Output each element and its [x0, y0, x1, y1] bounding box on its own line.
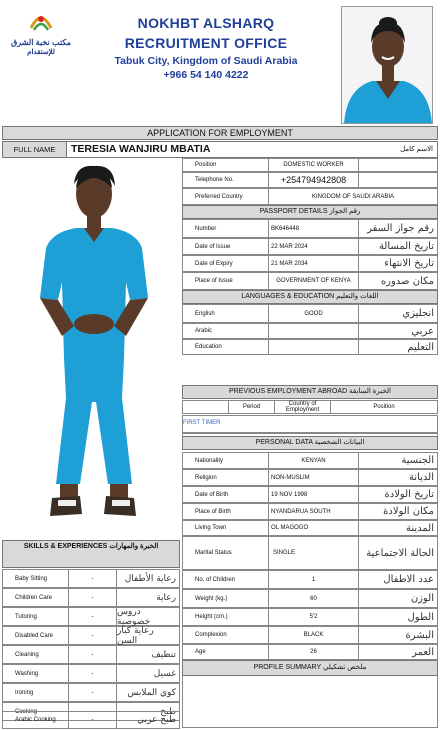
living-town-label: Living Town	[183, 521, 269, 535]
languages-title-arabic: اللغات والتعليم	[336, 293, 379, 300]
religion-arabic: الديانة	[408, 472, 434, 483]
skill-value: -	[69, 627, 117, 644]
place-of-issue-arabic: مكان صدوره	[380, 275, 434, 287]
profile-summary-box	[182, 676, 438, 728]
children-arabic: عدد الاطفال	[383, 574, 434, 585]
complexion-label: Complexion	[183, 627, 269, 643]
employment-section-header	[182, 385, 438, 399]
nationality-label: Nationality	[183, 453, 269, 468]
personal-title-arabic: البيانات الشخصية	[314, 439, 365, 446]
skill-row	[2, 645, 180, 664]
preferred-country-label: Preferred Country	[183, 189, 269, 204]
nationality-value: KENYAN	[269, 453, 359, 468]
profile-title-arabic: ملخص تشكيلي	[322, 664, 367, 671]
passport-number-label: Number	[183, 220, 269, 237]
marital-value: SINGLE	[269, 537, 359, 569]
logo-icon	[28, 10, 54, 36]
skill-value: -	[69, 665, 117, 682]
skill-value: -	[69, 589, 117, 606]
skills-title-arabic: الخبرة والمهارات	[109, 543, 159, 550]
english-label: English	[183, 305, 269, 322]
skill-row	[2, 664, 180, 683]
position-header: Position	[373, 404, 395, 410]
place-of-birth-row	[182, 503, 438, 520]
skill-label: Washing	[3, 665, 69, 682]
company-name: NOKHBT ALSHARQ	[137, 15, 275, 31]
logo-arabic-name: مكتب نخبة الشرق	[11, 38, 71, 47]
skill-value: -	[69, 646, 117, 663]
skill-arabic: غسيل	[153, 668, 176, 679]
skill-arabic: تنظيف	[151, 649, 176, 660]
portrait-photo	[341, 6, 433, 124]
skill-label: Children Care	[3, 589, 69, 606]
nationality-arabic: الجنسية	[401, 455, 434, 466]
expiry-date-label: Date of Expiry	[183, 256, 269, 271]
full-name-row	[2, 141, 438, 158]
place-of-issue-value: GOVERNMENT OF KENYA	[269, 273, 359, 289]
application-title: APPLICATION FOR EMPLOYMENT	[2, 126, 438, 140]
skill-arabic: دروس خصوصية	[117, 606, 151, 627]
skill-arabic: رعاية الأطفال	[124, 573, 176, 584]
expiry-date-value: 21 MAR 2034	[269, 256, 359, 271]
profile-summary-header	[182, 660, 438, 676]
skill-value: -	[69, 570, 117, 587]
arabic-label: Arabic	[183, 324, 269, 338]
company-phone: +966 54 140 4222	[163, 69, 249, 81]
passport-section-header	[182, 205, 438, 219]
children-value: 1	[269, 571, 359, 588]
height-arabic: الطول	[407, 611, 434, 623]
company-info	[75, 14, 337, 81]
height-row	[182, 608, 438, 626]
place-of-birth-value: NYANDARUA SOUTH	[269, 504, 359, 519]
marital-arabic: الحالة الاجتماعية	[366, 547, 434, 559]
preferred-country-value: KINGDOM OF SAUDI ARABIA	[311, 193, 394, 200]
children-row	[182, 570, 438, 589]
weight-label: Weight (kg.)	[183, 590, 269, 607]
skill-row	[2, 607, 180, 626]
employment-title: PREVIOUS EMPLOYMENT ABROAD	[229, 388, 348, 395]
skill-row	[2, 711, 180, 729]
dob-row	[182, 486, 438, 503]
age-row	[182, 644, 438, 660]
living-town-arabic: المدينة	[405, 522, 434, 534]
weight-row	[182, 589, 438, 608]
english-value: GOOD	[269, 305, 359, 322]
skill-arabic: كوي الملابس	[127, 687, 176, 698]
passport-number-row	[182, 219, 438, 238]
issue-date-arabic: تاريخ المسالة	[378, 241, 434, 252]
personal-title: PERSONAL DATA	[255, 439, 313, 446]
skills-section-header	[2, 540, 180, 568]
education-value	[269, 340, 359, 354]
skill-row	[2, 588, 180, 607]
education-row	[182, 339, 438, 355]
company-logo	[6, 10, 76, 58]
issue-date-value: 22 MAR 2024	[269, 239, 359, 254]
logo-arabic-tagline: للإستقدام	[27, 49, 55, 56]
skill-row	[2, 569, 180, 588]
country-header: Country of Employment	[275, 401, 331, 413]
skill-value: -	[69, 684, 117, 701]
education-arabic: التعليم	[407, 341, 434, 353]
full-name-arabic: الاسم كامل	[400, 146, 433, 153]
skill-value: -	[69, 703, 117, 720]
skill-row	[2, 683, 180, 702]
complexion-row	[182, 626, 438, 644]
height-value: 5'2	[269, 609, 359, 625]
living-town-row	[182, 520, 438, 536]
personal-section-header	[182, 436, 438, 450]
religion-value: NON-MUSLIM	[269, 470, 359, 485]
passport-title-arabic: رقم الجواز	[329, 208, 361, 215]
dob-value: 19 NOV 1998	[269, 487, 359, 502]
marital-label: Marital Status	[183, 537, 269, 569]
languages-title: LANGUAGES & EDUCATION	[241, 293, 335, 300]
passport-number-value: BK646448	[269, 220, 359, 237]
arabic-row	[182, 323, 438, 339]
education-label: Education	[183, 340, 269, 354]
skill-value: -	[69, 608, 117, 625]
position-label: Position	[183, 159, 269, 171]
english-row	[182, 304, 438, 323]
skill-label: Ironing	[3, 684, 69, 701]
profile-title: PROFILE SUMMARY	[253, 664, 322, 671]
weight-arabic: الوزن	[410, 593, 434, 604]
skill-arabic: رعاية كبار السن	[117, 625, 154, 646]
telephone-arabic	[359, 173, 437, 187]
religion-label: Religion	[183, 470, 269, 485]
religion-row	[182, 469, 438, 486]
employment-column-headers	[182, 400, 438, 414]
age-label: Age	[183, 645, 269, 659]
telephone-label: Telephone No.	[183, 173, 269, 187]
complexion-arabic: البشرة	[405, 629, 434, 641]
employment-row	[182, 415, 438, 433]
dob-arabic: تاريخ الولادة	[384, 489, 434, 500]
skill-row	[2, 626, 180, 645]
arabic-value	[269, 324, 359, 338]
header	[0, 0, 445, 124]
height-label: Height (cm.)	[183, 609, 269, 625]
english-arabic: انجليزي	[402, 308, 434, 319]
company-address: Tabuk City, Kingdom of Saudi Arabia	[114, 55, 298, 67]
full-name-value: TERESIA WANJIRU MBATIA	[71, 143, 211, 155]
position-arabic	[359, 159, 437, 171]
skill-arabic: رعاية	[156, 592, 176, 603]
place-of-issue-row	[182, 272, 438, 290]
skill-arabic: طبخ عربي	[137, 715, 176, 725]
nationality-row	[182, 452, 438, 469]
telephone-value: +254794942808	[269, 173, 359, 187]
age-arabic: العمر	[412, 646, 434, 658]
passport-title: PASSPORT DETAILS	[259, 208, 328, 215]
dob-label: Date of Birth	[183, 487, 269, 502]
skill-label: Tutoring	[3, 608, 69, 625]
skills-title: SKILLS & EXPERIENCES	[23, 543, 108, 550]
children-label: No. of Children	[183, 571, 269, 588]
skill-arabic: طبخ	[160, 706, 176, 717]
weight-value: 60	[269, 590, 359, 607]
issue-date-row	[182, 238, 438, 255]
place-of-birth-label: Place of Birth	[183, 504, 269, 519]
position-value: DOMESTIC WORKER	[269, 159, 359, 171]
full-name-label: FULL NAME	[3, 142, 67, 157]
preferred-country-row	[182, 188, 438, 205]
telephone-row	[182, 172, 438, 188]
skill-value: -	[69, 712, 117, 728]
living-town-value: OL MAGOGO	[269, 521, 359, 535]
company-subtitle: RECRUITMENT OFFICE	[124, 35, 288, 51]
skill-label: Cooking	[3, 703, 69, 720]
passport-number-arabic: رقم جواز السفر	[367, 223, 434, 234]
marital-status-row	[182, 536, 438, 570]
place-of-issue-label: Place of Issue	[183, 273, 269, 289]
expiry-date-row	[182, 255, 438, 272]
skill-label: Baby Sitting	[3, 570, 69, 587]
arabic-arabic: عربي	[411, 325, 434, 337]
age-value: 26	[269, 645, 359, 659]
skill-label: Cleaning	[3, 646, 69, 663]
expiry-date-arabic: تاريخ الانتهاء	[384, 258, 434, 269]
full-body-photo	[2, 158, 180, 540]
skill-label: Disabled Care	[3, 627, 69, 644]
languages-section-header	[182, 290, 438, 304]
first-timer-text: FIRST TIMER	[183, 420, 221, 426]
position-row	[182, 158, 438, 172]
skill-label: Arabic Cooking	[3, 712, 69, 728]
employment-title-arabic: الخبرة السابقة	[349, 388, 391, 395]
period-header: Period	[229, 401, 275, 413]
issue-date-label: Date of Issue	[183, 239, 269, 254]
place-of-birth-arabic: مكان الولادة	[383, 506, 434, 517]
complexion-value: BLACK	[269, 627, 359, 643]
